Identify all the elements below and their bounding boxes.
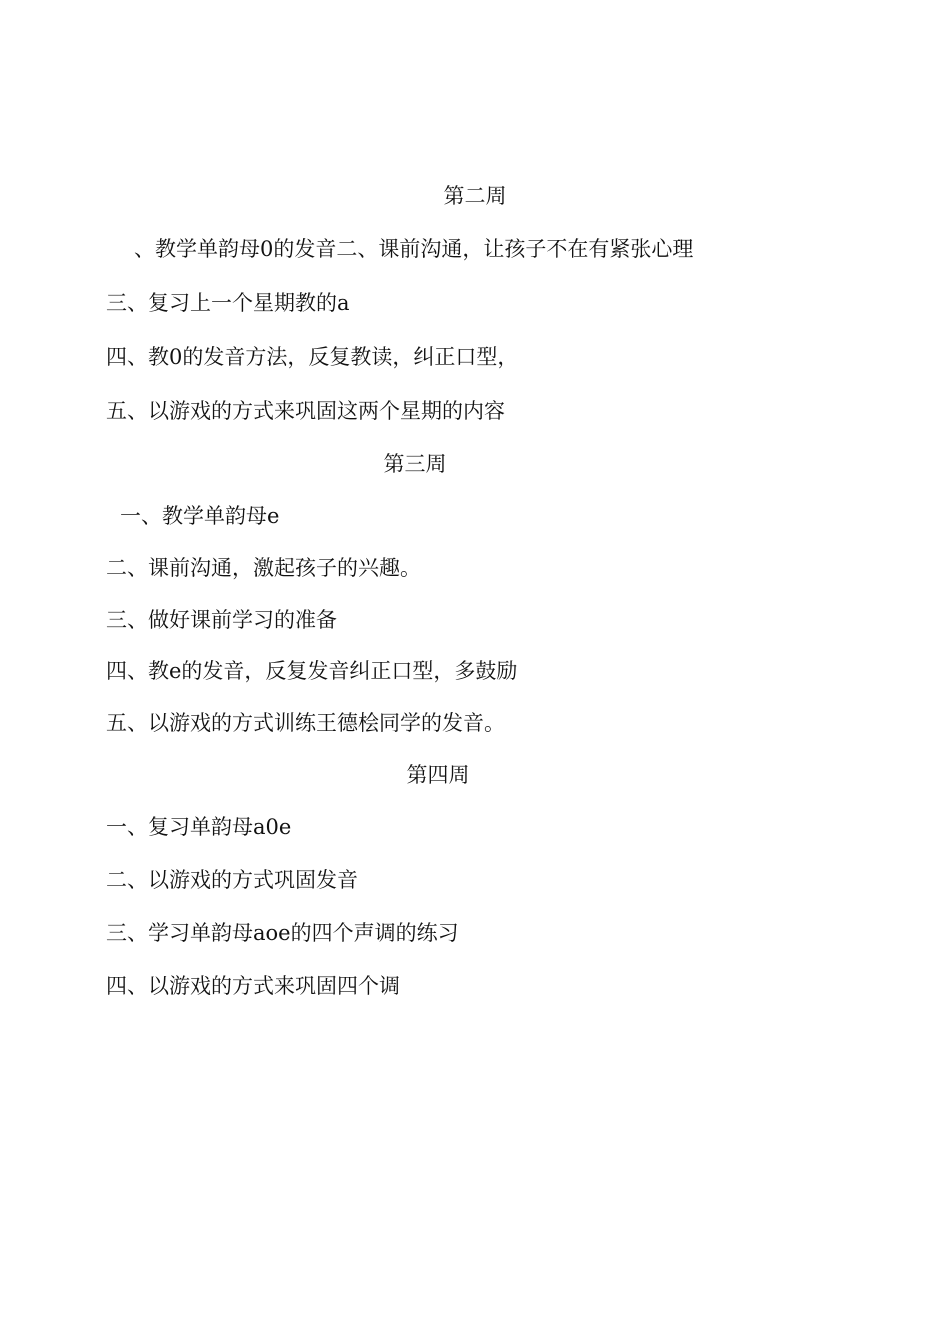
week2-item-4: 五、以游戏的方式来巩固这两个星期的内容 — [106, 399, 505, 423]
week2-item-3: 四、教0的发音方法，反复教读，纠正口型， — [106, 345, 519, 369]
week3-item-2: 二、课前沟通，激起孩子的兴趣。 — [106, 556, 421, 580]
week4-item-4: 四、以游戏的方式来巩固四个调 — [106, 974, 400, 998]
week3-item-5: 五、以游戏的方式训练王德桧同学的发音。 — [106, 711, 505, 735]
week2-item-1: 、教学单韵母0的发音二、课前沟通，让孩子不在有紧张心理 — [134, 237, 694, 261]
week3-item-1: 一、教学单韵母e — [120, 504, 280, 528]
week4-item-3: 三、学习单韵母aoe的四个声调的练习 — [106, 921, 459, 945]
week4-heading: 第四周 — [406, 763, 470, 787]
week3-heading: 第三周 — [383, 452, 447, 476]
week3-item-4: 四、教e的发音，反复发音纠正口型，多鼓励 — [106, 659, 518, 683]
week4-item-2: 二、以游戏的方式巩固发音 — [106, 868, 358, 892]
week2-heading: 第二周 — [443, 184, 507, 208]
week4-item-1: 一、复习单韵母a0e — [106, 815, 292, 839]
week2-item-2: 三、复习上一个星期教的a — [106, 291, 350, 315]
week3-item-3: 三、做好课前学习的准备 — [106, 608, 337, 632]
